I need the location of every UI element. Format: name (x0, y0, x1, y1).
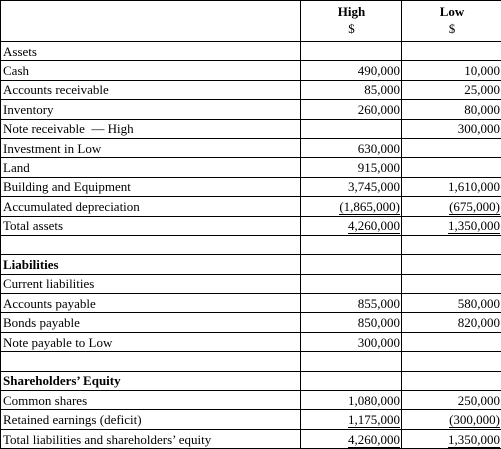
table-row (1, 216, 501, 235)
low-value: 25,000 (402, 80, 501, 99)
low-value (402, 371, 501, 390)
section-heading: Shareholders’ Equity (1, 371, 301, 390)
low-value (402, 235, 501, 254)
header-high (301, 1, 402, 42)
row-label: Accounts receivable (1, 80, 301, 99)
low-value (402, 332, 501, 351)
low-value (402, 410, 501, 429)
row-label: Land (1, 158, 301, 177)
high-value (301, 42, 402, 61)
high-value (301, 429, 402, 448)
low-value-text: (300,000) (449, 412, 500, 428)
high-value (301, 216, 402, 235)
table-row (1, 197, 501, 216)
row-label: Assets (1, 42, 301, 61)
row-label: Retained earnings (deficit) (1, 410, 301, 429)
low-value (402, 42, 501, 61)
table-row (1, 235, 501, 254)
table-row (1, 391, 501, 410)
header-low (402, 1, 501, 42)
low-value (402, 274, 501, 293)
row-label: Common shares (1, 391, 301, 410)
row-label (1, 235, 301, 254)
header-high-label: High (338, 4, 365, 19)
high-value: 300,000 (301, 332, 402, 351)
row-label: Note payable to Low (1, 332, 301, 351)
table-row (1, 294, 501, 313)
table-row (1, 371, 501, 390)
row-label: Current liabilities (1, 274, 301, 293)
table-row (1, 332, 501, 351)
high-value (301, 371, 402, 390)
table-row (1, 274, 501, 293)
table-row (1, 61, 501, 80)
high-value (301, 352, 402, 371)
high-value: 1,080,000 (301, 391, 402, 410)
table-row (1, 429, 501, 448)
row-label: Building and Equipment (1, 177, 301, 196)
table-row (1, 313, 501, 332)
high-value: 85,000 (301, 80, 402, 99)
row-label: Cash (1, 61, 301, 80)
table-row (1, 158, 501, 177)
low-value: 300,000 (402, 119, 501, 138)
row-label: Investment in Low (1, 138, 301, 157)
low-value (402, 138, 501, 157)
low-value: 10,000 (402, 61, 501, 80)
header-high-unit: $ (303, 20, 400, 37)
high-value-text: 1,175,000 (348, 412, 400, 428)
table-row (1, 255, 501, 274)
table-row (1, 80, 501, 99)
table-row (1, 352, 501, 371)
low-value (402, 197, 501, 216)
row-label: Bonds payable (1, 313, 301, 332)
high-value-text: 4,260,000 (348, 432, 400, 449)
low-value (402, 255, 501, 274)
low-value: 80,000 (402, 100, 501, 119)
low-value: 250,000 (402, 391, 501, 410)
high-value: 855,000 (301, 294, 402, 313)
high-value (301, 197, 402, 216)
low-value-text: 1,350,000 (448, 432, 500, 449)
high-value (301, 410, 402, 429)
low-value (402, 216, 501, 235)
row-label: Accumulated depreciation (1, 197, 301, 216)
high-value: 3,745,000 (301, 177, 402, 196)
low-value (402, 429, 501, 448)
low-value (402, 158, 501, 177)
table-row (1, 119, 501, 138)
low-value: 1,610,000 (402, 177, 501, 196)
high-value (301, 119, 402, 138)
high-value (301, 274, 402, 293)
header-row (1, 1, 501, 42)
high-value (301, 255, 402, 274)
high-value-text: 4,260,000 (348, 218, 400, 235)
low-value (402, 352, 501, 371)
header-blank-cell (1, 1, 301, 42)
header-low-unit: $ (404, 20, 500, 37)
low-value-text: (675,000) (449, 199, 500, 215)
high-value: 630,000 (301, 138, 402, 157)
section-heading: Liabilities (1, 255, 301, 274)
row-label: Total assets (1, 216, 301, 235)
low-value: 580,000 (402, 294, 501, 313)
table-row (1, 42, 501, 61)
high-value: 850,000 (301, 313, 402, 332)
table-row (1, 100, 501, 119)
row-label: Note receivable — High (1, 119, 301, 138)
low-value-text: 1,350,000 (448, 218, 500, 235)
row-label: Accounts payable (1, 294, 301, 313)
high-value: 915,000 (301, 158, 402, 177)
table-row (1, 410, 501, 429)
row-label (1, 352, 301, 371)
high-value (301, 235, 402, 254)
header-low-label: Low (440, 4, 465, 19)
row-label: Inventory (1, 100, 301, 119)
table-row (1, 138, 501, 157)
high-value: 490,000 (301, 61, 402, 80)
high-value-text: (1,865,000) (339, 199, 400, 215)
low-value: 820,000 (402, 313, 501, 332)
table-row (1, 177, 501, 196)
high-value: 260,000 (301, 100, 402, 119)
row-label: Total liabilities and shareholders’ equity (1, 429, 301, 448)
